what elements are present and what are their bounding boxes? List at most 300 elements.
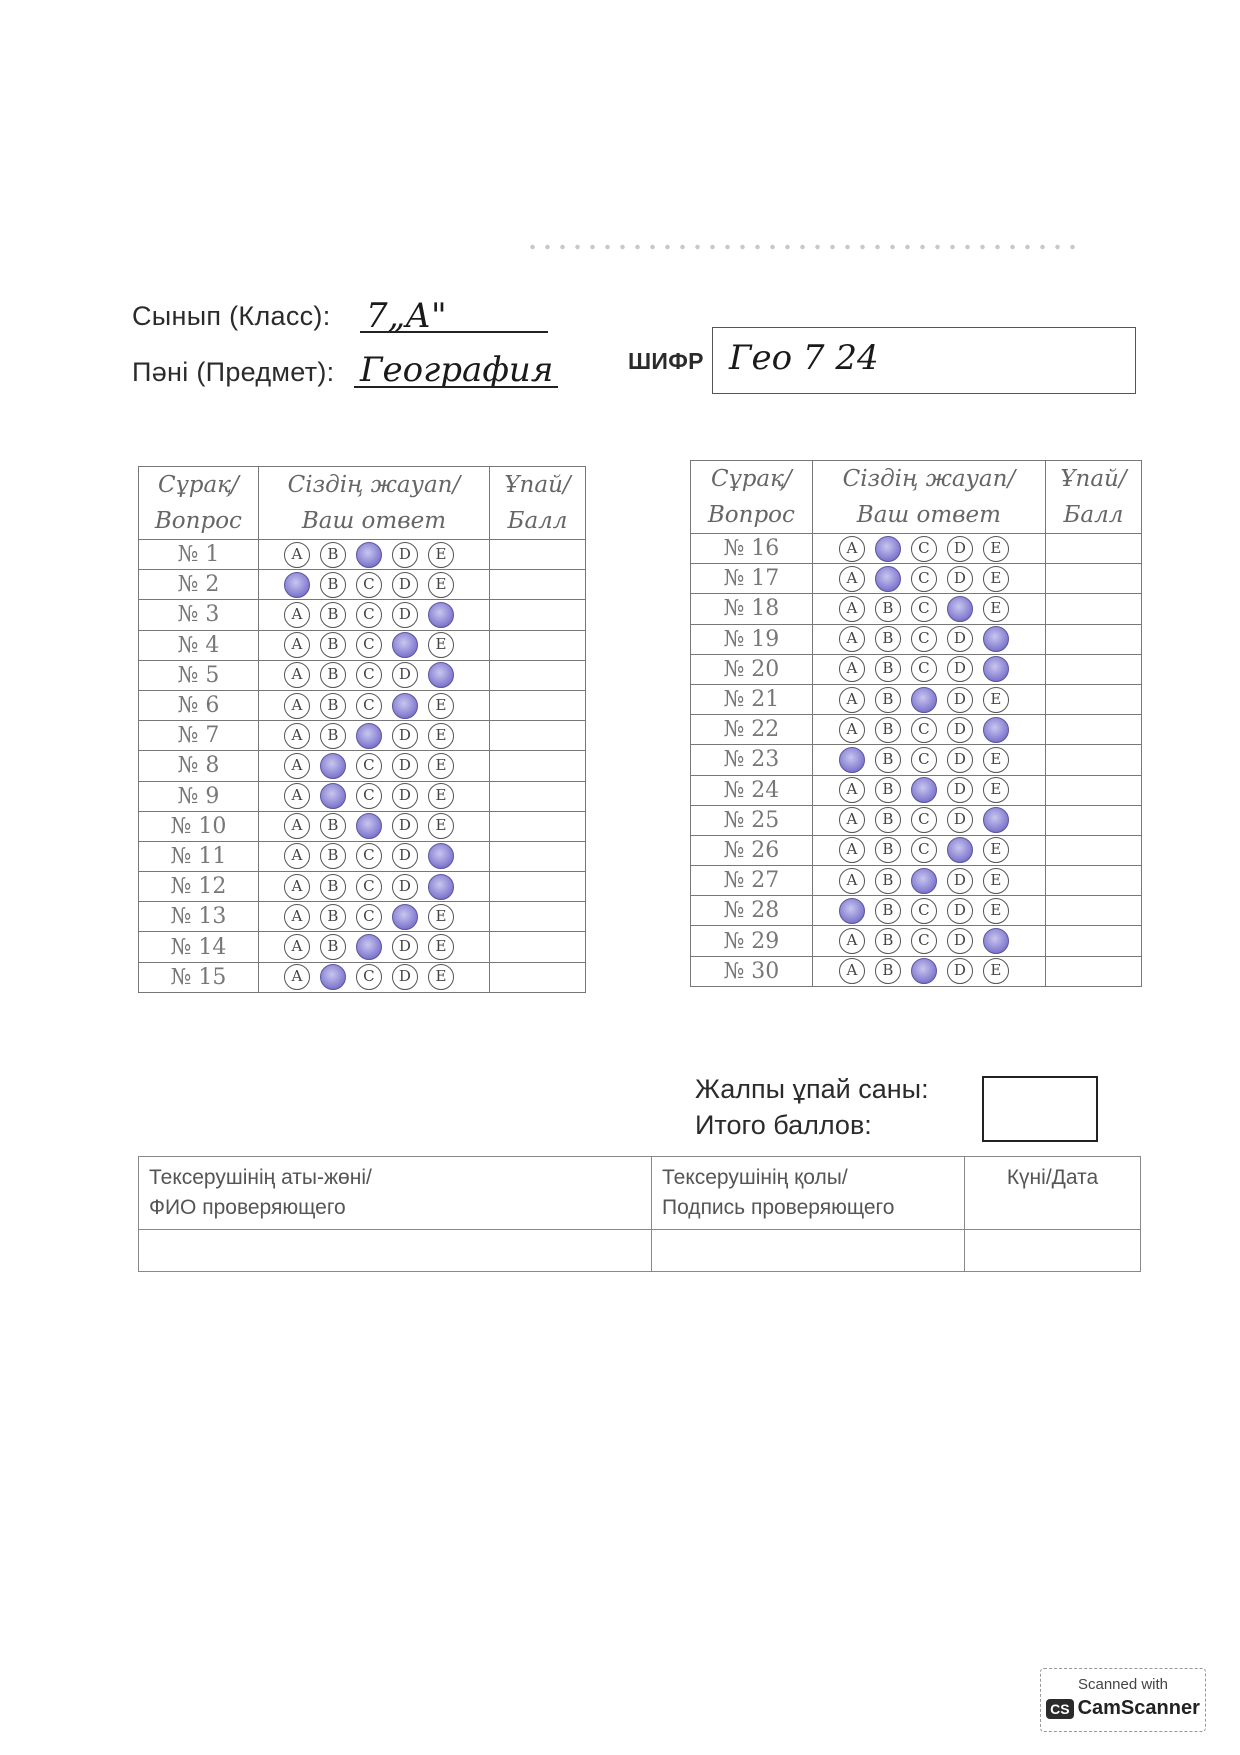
option-bubble-e[interactable]: [983, 928, 1009, 954]
option-bubble-e[interactable]: E: [428, 723, 454, 749]
question-number: № 19: [691, 624, 813, 654]
question-number: № 15: [139, 962, 259, 992]
answer-row: [139, 872, 586, 902]
option-bubble-d[interactable]: D: [392, 783, 418, 809]
option-bubble-a[interactable]: A: [284, 753, 310, 779]
option-bubble-e[interactable]: [983, 626, 1009, 652]
question-number: № 25: [691, 805, 813, 835]
question-number: № 17: [691, 564, 813, 594]
question-number: № 9: [139, 781, 259, 811]
camscanner-logo-icon: CS: [1046, 1699, 1073, 1719]
answer-bubbles: [812, 745, 1045, 775]
score-cell[interactable]: [490, 690, 586, 720]
option-bubble-d[interactable]: D: [392, 602, 418, 628]
score-header-line2: Балл: [1063, 502, 1124, 528]
option-bubble-b[interactable]: B: [875, 807, 901, 833]
option-bubble-e[interactable]: E: [428, 934, 454, 960]
option-bubble-e[interactable]: E: [428, 693, 454, 719]
option-bubble-d[interactable]: [392, 632, 418, 658]
option-bubble-d[interactable]: [947, 837, 973, 863]
option-bubble-e[interactable]: E: [428, 632, 454, 658]
answer-bubbles: [812, 564, 1045, 594]
option-bubble-a[interactable]: A: [284, 542, 310, 568]
question-number: № 4: [139, 630, 259, 660]
answer-bubbles: [258, 811, 489, 841]
question-header-line1: Сұрақ/: [158, 472, 239, 498]
answer-bubbles: [258, 690, 489, 720]
answer-row: [139, 570, 586, 600]
option-bubble-d[interactable]: D: [947, 747, 973, 773]
option-bubble-a[interactable]: A: [284, 904, 310, 930]
option-bubble-c[interactable]: [911, 777, 937, 803]
option-bubble-a[interactable]: A: [839, 837, 865, 863]
answer-bubbles: [812, 684, 1045, 714]
camscanner-watermark: [1040, 1668, 1206, 1732]
score-header-line2: Балл: [507, 508, 568, 534]
score-cell[interactable]: [1045, 926, 1141, 956]
option-bubble-d[interactable]: D: [947, 777, 973, 803]
score-cell[interactable]: [1045, 624, 1141, 654]
score-cell[interactable]: [490, 600, 586, 630]
option-bubble-a[interactable]: A: [839, 868, 865, 894]
question-number: № 1: [139, 540, 259, 570]
score-cell[interactable]: [490, 570, 586, 600]
class-label: Сынып (Класс):: [132, 301, 331, 331]
option-bubble-a[interactable]: A: [839, 777, 865, 803]
option-bubble-c[interactable]: C: [911, 656, 937, 682]
answer-row: [139, 962, 586, 992]
answer-bubbles: [258, 600, 489, 630]
answer-row: [691, 805, 1142, 835]
answer-bubbles: [258, 872, 489, 902]
option-bubble-a[interactable]: A: [839, 687, 865, 713]
answer-bubbles: [258, 751, 489, 781]
option-bubble-b[interactable]: B: [320, 632, 346, 658]
option-bubble-a[interactable]: A: [284, 934, 310, 960]
question-number: № 5: [139, 660, 259, 690]
option-bubble-b[interactable]: B: [875, 626, 901, 652]
score-cell[interactable]: [1045, 745, 1141, 775]
option-bubble-d[interactable]: D: [947, 536, 973, 562]
score-cell[interactable]: [490, 932, 586, 962]
answer-row: [691, 956, 1142, 986]
option-bubble-b[interactable]: B: [320, 693, 346, 719]
answer-bubbles: [258, 540, 489, 570]
option-bubble-d[interactable]: D: [947, 958, 973, 984]
option-bubble-e[interactable]: [428, 843, 454, 869]
answer-row: [691, 896, 1142, 926]
score-cell[interactable]: [1045, 896, 1141, 926]
option-bubble-c[interactable]: C: [356, 693, 382, 719]
option-bubble-d[interactable]: D: [392, 572, 418, 598]
option-bubble-d[interactable]: D: [392, 843, 418, 869]
answer-bubbles: [812, 594, 1045, 624]
option-bubble-c[interactable]: C: [911, 807, 937, 833]
answer-row: [691, 745, 1142, 775]
option-bubble-d[interactable]: [392, 904, 418, 930]
option-bubble-b[interactable]: B: [875, 928, 901, 954]
signature-table: [138, 1156, 1141, 1272]
option-bubble-d[interactable]: D: [392, 813, 418, 839]
option-bubble-b[interactable]: B: [320, 572, 346, 598]
option-bubble-c[interactable]: C: [911, 596, 937, 622]
option-bubble-e[interactable]: E: [983, 777, 1009, 803]
question-number: № 23: [691, 745, 813, 775]
option-bubble-e[interactable]: E: [428, 753, 454, 779]
option-bubble-c[interactable]: C: [356, 602, 382, 628]
answer-bubbles: [812, 624, 1045, 654]
option-bubble-b[interactable]: B: [320, 843, 346, 869]
option-bubble-b[interactable]: B: [875, 958, 901, 984]
option-bubble-b[interactable]: B: [875, 687, 901, 713]
option-bubble-d[interactable]: D: [392, 874, 418, 900]
question-number: № 11: [139, 841, 259, 871]
option-bubble-c[interactable]: C: [356, 783, 382, 809]
option-bubble-a[interactable]: A: [284, 723, 310, 749]
option-bubble-a[interactable]: A: [839, 656, 865, 682]
question-number: № 28: [691, 896, 813, 926]
total-score-box[interactable]: [982, 1076, 1098, 1142]
inspector-sign-label-kz: Тексерушінің қолы/: [662, 1166, 848, 1189]
answer-row: [139, 751, 586, 781]
score-cell[interactable]: [1045, 866, 1141, 896]
option-bubble-c[interactable]: C: [356, 964, 382, 990]
option-bubble-d[interactable]: D: [947, 566, 973, 592]
date-label: Күні/Дата: [1006, 1166, 1099, 1189]
question-number: № 2: [139, 570, 259, 600]
score-cell[interactable]: [490, 841, 586, 871]
question-number: № 22: [691, 715, 813, 745]
question-header: [139, 467, 259, 540]
perforation-strip: [525, 244, 1085, 250]
score-cell[interactable]: [1045, 805, 1141, 835]
score-cell[interactable]: [490, 540, 586, 570]
option-bubble-c[interactable]: C: [356, 632, 382, 658]
option-bubble-e[interactable]: [983, 717, 1009, 743]
question-number: № 12: [139, 872, 259, 902]
answer-bubbles: [812, 866, 1045, 896]
option-bubble-b[interactable]: [320, 783, 346, 809]
question-number: № 21: [691, 684, 813, 714]
question-number: № 6: [139, 690, 259, 720]
watermark-brand: [1041, 1697, 1205, 1720]
score-header-line1: Ұпай/: [504, 472, 571, 498]
answer-row: [691, 926, 1142, 956]
option-bubble-b[interactable]: B: [875, 837, 901, 863]
option-bubble-a[interactable]: A: [839, 928, 865, 954]
option-bubble-b[interactable]: B: [320, 904, 346, 930]
option-bubble-d[interactable]: D: [947, 717, 973, 743]
option-bubble-b[interactable]: [320, 964, 346, 990]
answer-bubbles: [812, 805, 1045, 835]
score-cell[interactable]: [490, 721, 586, 751]
answer-header-line1: Сіздің жауап/: [287, 472, 461, 498]
option-bubble-b[interactable]: B: [320, 813, 346, 839]
answer-header-line2: Ваш ответ: [301, 508, 447, 534]
answer-bubbles: [258, 721, 489, 751]
score-cell[interactable]: [490, 751, 586, 781]
option-bubble-d[interactable]: D: [947, 626, 973, 652]
answer-bubbles: [812, 775, 1045, 805]
inspector-sign-cell[interactable]: [652, 1230, 965, 1272]
question-number: № 29: [691, 926, 813, 956]
option-bubble-d[interactable]: D: [947, 898, 973, 924]
score-cell[interactable]: [1045, 715, 1141, 745]
option-bubble-e[interactable]: E: [428, 904, 454, 930]
option-bubble-b[interactable]: B: [875, 777, 901, 803]
option-bubble-a[interactable]: A: [284, 964, 310, 990]
option-bubble-d[interactable]: D: [392, 934, 418, 960]
option-bubble-b[interactable]: B: [875, 596, 901, 622]
option-bubble-d[interactable]: D: [392, 964, 418, 990]
total-label-kz: Жалпы ұпай саны:: [695, 1074, 929, 1104]
score-cell[interactable]: [1045, 594, 1141, 624]
option-bubble-c[interactable]: C: [911, 928, 937, 954]
score-cell[interactable]: [490, 872, 586, 902]
answer-row: [139, 630, 586, 660]
answer-row: [691, 835, 1142, 865]
option-bubble-b[interactable]: B: [320, 662, 346, 688]
answer-row: [691, 684, 1142, 714]
option-bubble-a[interactable]: A: [284, 874, 310, 900]
answer-row: [139, 781, 586, 811]
inspector-name-header: [139, 1157, 652, 1230]
option-bubble-b[interactable]: B: [875, 898, 901, 924]
option-bubble-e[interactable]: E: [983, 536, 1009, 562]
option-bubble-c[interactable]: [911, 958, 937, 984]
option-bubble-a[interactable]: A: [839, 566, 865, 592]
option-bubble-b[interactable]: B: [875, 717, 901, 743]
option-bubble-a[interactable]: [839, 898, 865, 924]
question-number: № 13: [139, 902, 259, 932]
option-bubble-c[interactable]: C: [356, 662, 382, 688]
option-bubble-a[interactable]: A: [839, 626, 865, 652]
option-bubble-b[interactable]: B: [320, 542, 346, 568]
option-bubble-c[interactable]: [356, 542, 382, 568]
answer-row: [691, 624, 1142, 654]
score-cell[interactable]: [1045, 534, 1141, 564]
date-cell[interactable]: [965, 1230, 1141, 1272]
score-cell[interactable]: [1045, 684, 1141, 714]
option-bubble-e[interactable]: E: [983, 566, 1009, 592]
option-bubble-a[interactable]: [839, 747, 865, 773]
option-bubble-c[interactable]: C: [356, 572, 382, 598]
answer-bubbles: [812, 654, 1045, 684]
option-bubble-d[interactable]: D: [392, 723, 418, 749]
class-value: 7„А": [366, 296, 447, 336]
option-bubble-e[interactable]: E: [983, 747, 1009, 773]
question-number: № 20: [691, 654, 813, 684]
option-bubble-a[interactable]: A: [839, 596, 865, 622]
score-cell[interactable]: [490, 811, 586, 841]
option-bubble-a[interactable]: A: [839, 807, 865, 833]
option-bubble-b[interactable]: B: [320, 602, 346, 628]
option-bubble-a[interactable]: A: [284, 843, 310, 869]
option-bubble-b[interactable]: B: [320, 874, 346, 900]
option-bubble-b[interactable]: B: [875, 747, 901, 773]
option-bubble-e[interactable]: E: [983, 868, 1009, 894]
option-bubble-d[interactable]: [392, 693, 418, 719]
option-bubble-c[interactable]: C: [911, 626, 937, 652]
option-bubble-c[interactable]: [356, 813, 382, 839]
score-cell[interactable]: [490, 660, 586, 690]
option-bubble-a[interactable]: A: [839, 536, 865, 562]
inspector-name-cell[interactable]: [139, 1230, 652, 1272]
answer-row: [139, 841, 586, 871]
option-bubble-c[interactable]: C: [356, 874, 382, 900]
option-bubble-d[interactable]: D: [392, 662, 418, 688]
option-bubble-d[interactable]: D: [947, 656, 973, 682]
score-cell[interactable]: [1045, 654, 1141, 684]
answer-bubbles: [258, 962, 489, 992]
question-header-line1: Сұрақ/: [710, 466, 792, 492]
question-number: № 27: [691, 866, 813, 896]
option-bubble-b[interactable]: [875, 566, 901, 592]
option-bubble-b[interactable]: B: [320, 934, 346, 960]
score-header: [490, 467, 586, 540]
option-bubble-d[interactable]: D: [392, 753, 418, 779]
score-cell[interactable]: [490, 902, 586, 932]
question-header-line2: Вопрос: [154, 508, 242, 534]
option-bubble-e[interactable]: E: [983, 837, 1009, 863]
option-bubble-c[interactable]: C: [356, 904, 382, 930]
option-bubble-c[interactable]: C: [356, 753, 382, 779]
answer-header-line2: Ваш ответ: [856, 502, 1001, 528]
answer-row: [691, 866, 1142, 896]
option-bubble-a[interactable]: A: [284, 632, 310, 658]
option-bubble-d[interactable]: D: [947, 868, 973, 894]
answer-bubbles: [812, 534, 1045, 564]
score-cell[interactable]: [1045, 835, 1141, 865]
option-bubble-b[interactable]: [320, 753, 346, 779]
question-number: № 18: [691, 594, 813, 624]
answer-table-right: [690, 460, 1142, 987]
score-cell[interactable]: [1045, 956, 1141, 986]
option-bubble-c[interactable]: C: [911, 717, 937, 743]
option-bubble-c[interactable]: [911, 868, 937, 894]
option-bubble-a[interactable]: A: [284, 662, 310, 688]
score-header: [1045, 461, 1141, 534]
score-cell[interactable]: [490, 630, 586, 660]
option-bubble-e[interactable]: E: [428, 964, 454, 990]
score-cell[interactable]: [1045, 564, 1141, 594]
option-bubble-c[interactable]: C: [911, 898, 937, 924]
inspector-sign-header: [652, 1157, 965, 1230]
cipher-value: Гео 7 24: [729, 338, 879, 378]
option-bubble-b[interactable]: [875, 536, 901, 562]
cipher-box: [712, 327, 1136, 394]
option-bubble-e[interactable]: [983, 807, 1009, 833]
option-bubble-a[interactable]: A: [284, 813, 310, 839]
option-bubble-c[interactable]: C: [356, 843, 382, 869]
option-bubble-c[interactable]: C: [911, 837, 937, 863]
option-bubble-a[interactable]: A: [284, 602, 310, 628]
answer-row: [691, 594, 1142, 624]
question-number: № 16: [691, 534, 813, 564]
option-bubble-c[interactable]: [911, 687, 937, 713]
option-bubble-e[interactable]: [428, 662, 454, 688]
option-bubble-a[interactable]: [284, 572, 310, 598]
option-bubble-e[interactable]: E: [428, 542, 454, 568]
answer-header: [258, 467, 489, 540]
answer-bubbles: [258, 630, 489, 660]
inspector-name-label-kz: Тексерушінің аты-жөні/: [149, 1166, 372, 1189]
answer-table-left: [138, 466, 586, 993]
question-number: № 14: [139, 932, 259, 962]
answer-bubbles: [258, 841, 489, 871]
answer-row: [139, 600, 586, 630]
option-bubble-c[interactable]: C: [911, 747, 937, 773]
option-bubble-a[interactable]: A: [284, 693, 310, 719]
option-bubble-d[interactable]: D: [947, 687, 973, 713]
option-bubble-e[interactable]: E: [983, 596, 1009, 622]
answer-bubbles: [812, 926, 1045, 956]
answer-bubbles: [812, 896, 1045, 926]
option-bubble-a[interactable]: A: [839, 717, 865, 743]
option-bubble-e[interactable]: [428, 602, 454, 628]
watermark-line1: Scanned with: [1077, 1676, 1169, 1693]
watermark-brand-text: CamScanner: [1077, 1697, 1200, 1719]
question-number: № 10: [139, 811, 259, 841]
score-cell[interactable]: [1045, 775, 1141, 805]
class-underline: [360, 331, 548, 333]
option-bubble-c[interactable]: [356, 934, 382, 960]
option-bubble-e[interactable]: E: [428, 572, 454, 598]
answer-row: [691, 715, 1142, 745]
answer-row: [139, 902, 586, 932]
option-bubble-b[interactable]: B: [320, 723, 346, 749]
option-bubble-d[interactable]: D: [947, 928, 973, 954]
answer-row: [139, 690, 586, 720]
answer-bubbles: [812, 835, 1045, 865]
option-bubble-d[interactable]: D: [947, 807, 973, 833]
answer-header-line1: Сіздің жауап/: [842, 466, 1016, 492]
option-bubble-c[interactable]: C: [911, 566, 937, 592]
option-bubble-e[interactable]: E: [983, 958, 1009, 984]
answer-row: [691, 654, 1142, 684]
option-bubble-c[interactable]: C: [911, 536, 937, 562]
answer-bubbles: [258, 570, 489, 600]
score-cell[interactable]: [490, 781, 586, 811]
option-bubble-a[interactable]: A: [284, 783, 310, 809]
inspector-name-label-ru: ФИО проверяющего: [149, 1196, 346, 1219]
answer-bubbles: [258, 902, 489, 932]
option-bubble-c[interactable]: [356, 723, 382, 749]
answer-row: [139, 540, 586, 570]
answer-row: [139, 660, 586, 690]
option-bubble-e[interactable]: E: [428, 813, 454, 839]
option-bubble-e[interactable]: [428, 874, 454, 900]
option-bubble-b[interactable]: B: [875, 868, 901, 894]
option-bubble-d[interactable]: D: [392, 542, 418, 568]
answer-bubbles: [258, 660, 489, 690]
option-bubble-b[interactable]: B: [875, 656, 901, 682]
option-bubble-e[interactable]: E: [428, 783, 454, 809]
option-bubble-e[interactable]: [983, 656, 1009, 682]
answer-bubbles: [812, 715, 1045, 745]
question-header-line2: Вопрос: [707, 502, 795, 528]
option-bubble-a[interactable]: A: [839, 958, 865, 984]
answer-header: [812, 461, 1045, 534]
option-bubble-e[interactable]: E: [983, 898, 1009, 924]
subject-label: Пәні (Предмет):: [132, 357, 335, 387]
question-number: № 24: [691, 775, 813, 805]
option-bubble-e[interactable]: E: [983, 687, 1009, 713]
option-bubble-d[interactable]: [947, 596, 973, 622]
answer-row: [691, 564, 1142, 594]
score-cell[interactable]: [490, 962, 586, 992]
answer-row: [691, 775, 1142, 805]
